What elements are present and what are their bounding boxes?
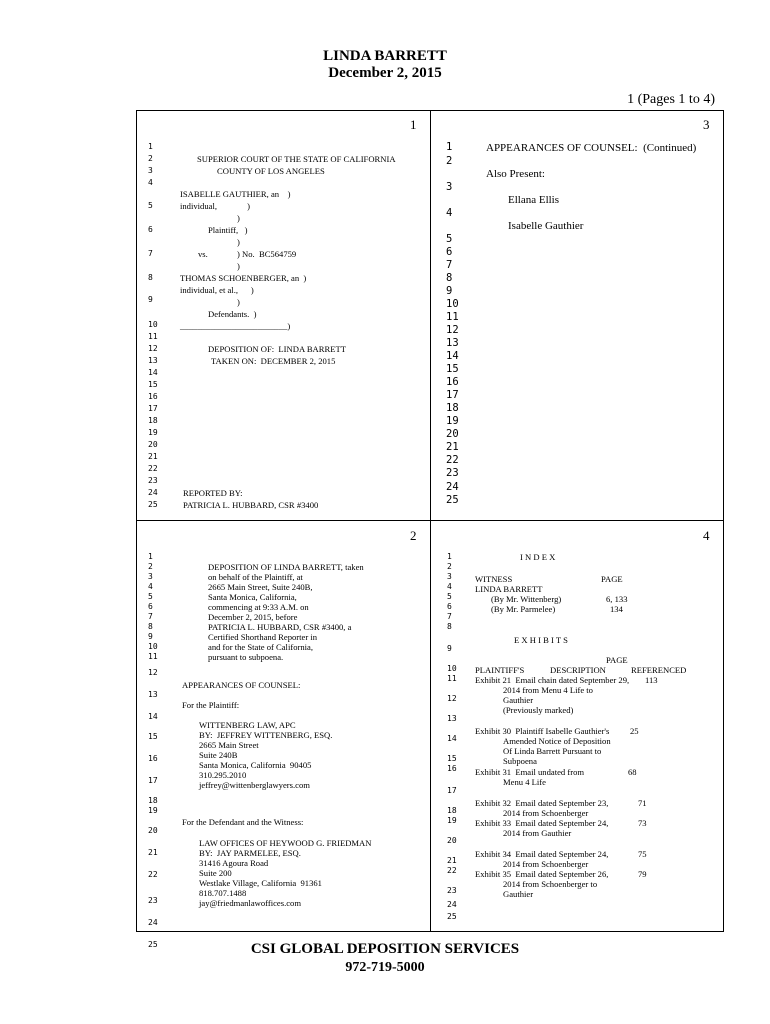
exhibit-line: Subpoena [503, 756, 537, 766]
caption-line: 2665 Main Street, Suite 240B, [208, 582, 313, 592]
witness-column: WITNESS [475, 574, 513, 584]
defendants-label: Defendants. ) [208, 309, 257, 319]
defendant-counsel-line: 818.707.1488 [199, 888, 247, 898]
plaintiff-counsel-line: BY: JEFFREY WITTENBERG, ESQ. [199, 730, 333, 740]
line-number: 19 [447, 816, 457, 825]
exhibits-page-label: PAGE [606, 655, 628, 665]
plaintiff-line-2: individual, ) [180, 201, 250, 211]
plaintiff-counsel-line: WITTENBERG LAW, APC [199, 720, 296, 730]
line-number: 21 [148, 452, 158, 461]
line-number: 1 [148, 142, 153, 151]
plaintiff-counsel-line: 310.295.2010 [199, 770, 247, 780]
line-number: 3 [446, 181, 453, 193]
line-number: 10 [446, 298, 459, 310]
line-number: 21 [446, 441, 459, 453]
caption-paren: ) [237, 213, 240, 223]
line-number: 4 [148, 582, 153, 591]
defendant-line-1: THOMAS SCHOENBERGER, an ) [180, 273, 307, 283]
court-county: COUNTY OF LOS ANGELES [217, 166, 325, 176]
line-number: 7 [148, 612, 153, 621]
line-number: 13 [446, 337, 459, 349]
line-number: 23 [148, 476, 158, 485]
line-number: 16 [446, 376, 459, 388]
plaintiff-counsel-line: Santa Monica, California 90405 [199, 760, 312, 770]
line-number: 4 [148, 178, 153, 187]
line-number: 19 [148, 806, 158, 815]
caption-line: Santa Monica, California, [208, 592, 297, 602]
line-number: 19 [446, 415, 459, 427]
line-number: 14 [447, 734, 457, 743]
caption-line: commencing at 9:33 A.M. on [208, 602, 309, 612]
examination-2-pages: 134 [610, 604, 623, 614]
exhibit-line: Exhibit 34 Email dated September 24, [475, 849, 609, 859]
court-name: SUPERIOR COURT OF THE STATE OF CALIFORNIA [197, 154, 396, 164]
line-number: 14 [148, 368, 158, 377]
line-number: 1 [148, 552, 153, 561]
witness-name-header: LINDA BARRETT [323, 48, 447, 64]
line-number: 15 [446, 363, 459, 375]
defendant-counsel-line: Suite 200 [199, 868, 232, 878]
reported-by: REPORTED BY: [183, 488, 243, 498]
line-number: 21 [447, 856, 457, 865]
caption-line: pursuant to subpoena. [208, 652, 284, 662]
exhibit-line: Exhibit 33 Email dated September 24, [475, 818, 609, 828]
examination-1: (By Mr. Wittenberg) [491, 594, 562, 604]
exhibit-line: Exhibit 31 Email undated from [475, 767, 585, 777]
line-number: 11 [447, 674, 457, 683]
page-column: PAGE [601, 574, 623, 584]
caption-line: Certified Shorthand Reporter in [208, 632, 318, 642]
exhibit-line: Amended Notice of Deposition [503, 736, 611, 746]
line-number: 7 [148, 249, 153, 258]
line-number: 15 [447, 754, 457, 763]
line-number: 19 [148, 428, 158, 437]
line-number: 5 [447, 592, 452, 601]
line-number: 22 [148, 464, 158, 473]
examination-1-pages: 6, 133 [606, 594, 628, 604]
line-number: 1 [447, 552, 452, 561]
for-plaintiff: For the Plaintiff: [182, 700, 240, 710]
line-number: 16 [447, 764, 457, 773]
exhibit-line: 2014 from Schoenberger [503, 808, 589, 818]
line-number: 2 [446, 155, 453, 167]
versus: vs. [198, 249, 208, 259]
page-number-1: 1 [410, 117, 417, 132]
appearances-continued: APPEARANCES OF COUNSEL: (Continued) [486, 142, 697, 154]
exhibit-line: 2014 from Gauthier [503, 828, 572, 838]
defendant-counsel-line: LAW OFFICES OF HEYWOOD G. FRIEDMAN [199, 838, 372, 848]
for-defendant: For the Defendant and the Witness: [182, 817, 304, 827]
line-number: 2 [447, 562, 452, 571]
caption-line: on behalf of the Plaintiff, at [208, 572, 303, 582]
line-number: 17 [148, 404, 158, 413]
line-number: 6 [446, 246, 453, 258]
line-number: 12 [446, 324, 459, 336]
exhibit-line: Of Linda Barrett Pursuant to [503, 746, 602, 756]
plaintiff-counsel-line: Suite 240B [199, 750, 238, 760]
line-number: 14 [148, 712, 158, 721]
defendant-counsel-line: Westlake Village, California 91361 [199, 878, 322, 888]
line-number: 8 [446, 272, 453, 284]
line-number: 15 [148, 380, 158, 389]
exhibit-page: 75 [638, 849, 647, 859]
case-number: ) No. BC564759 [237, 249, 297, 259]
line-number: 5 [446, 233, 453, 245]
line-number: 7 [446, 259, 453, 271]
line-number: 17 [446, 389, 459, 401]
line-number: 25 [447, 912, 457, 921]
col-plaintiffs: PLAINTIFF'S [475, 665, 525, 675]
exhibit-line: Exhibit 35 Email dated September 26, [475, 869, 609, 879]
line-number: 8 [148, 273, 153, 282]
line-number: 25 [446, 494, 459, 506]
line-number: 11 [148, 332, 158, 341]
exhibit-line: 2014 from Menu 4 Life to [503, 685, 593, 695]
line-number: 16 [148, 754, 158, 763]
line-number: 18 [148, 796, 158, 805]
appearances-heading: APPEARANCES OF COUNSEL: [182, 680, 301, 690]
line-number: 25 [148, 500, 158, 509]
line-number: 12 [148, 344, 158, 353]
horizontal-divider [136, 520, 724, 521]
plaintiff-counsel-line: 2665 Main Street [199, 740, 259, 750]
page-number-2: 2 [410, 528, 417, 543]
line-number: 18 [446, 402, 459, 414]
line-number: 24 [148, 918, 158, 927]
caption-line: December 2, 2015, before [208, 612, 298, 622]
line-number: 13 [148, 690, 158, 699]
line-number: 10 [148, 642, 158, 651]
line-number: 5 [148, 201, 153, 210]
line-number: 24 [446, 481, 459, 493]
page-range: 1 (Pages 1 to 4) [627, 92, 715, 107]
line-number: 21 [148, 848, 158, 857]
plaintiff-line-1: ISABELLE GAUTHIER, an ) [180, 189, 291, 199]
exhibit-page: 113 [645, 675, 658, 685]
line-number: 14 [446, 350, 459, 362]
line-number: 9 [148, 295, 153, 304]
line-number: 6 [447, 602, 452, 611]
line-number: 20 [447, 836, 457, 845]
line-number: 15 [148, 732, 158, 741]
caption-paren: ) [237, 237, 240, 247]
witness-name: LINDA BARRETT [475, 584, 543, 594]
caption-line: DEPOSITION OF LINDA BARRETT, taken [208, 562, 364, 572]
plaintiff-counsel-line: jeffrey@wittenberglawyers.com [199, 780, 310, 790]
exhibit-line: 2014 from Schoenberger [503, 859, 589, 869]
exhibit-line: Gauthier [503, 695, 534, 705]
exhibit-line: 2014 from Schoenberger to [503, 879, 598, 889]
line-number: 20 [148, 440, 158, 449]
exhibit-line: (Previously marked) [503, 705, 574, 715]
line-number: 8 [148, 622, 153, 631]
exhibit-line: Exhibit 21 Email chain dated September 29, [475, 675, 630, 685]
defendant-counsel-line: BY: JAY PARMELEE, ESQ. [199, 848, 301, 858]
line-number: 3 [447, 572, 452, 581]
vertical-divider [430, 110, 431, 932]
line-number: 6 [148, 225, 153, 234]
deposition-date-header: December 2, 2015 [328, 65, 442, 81]
line-number: 6 [148, 602, 153, 611]
page-number-3: 3 [703, 117, 710, 132]
caption-rule: _________________________) [180, 321, 291, 331]
page-number-4: 4 [703, 528, 710, 543]
exhibit-page: 68 [628, 767, 637, 777]
line-number: 4 [447, 582, 452, 591]
line-number: 4 [446, 207, 453, 219]
defendant-counsel-line: jay@friedmanlawoffices.com [199, 898, 302, 908]
line-number: 17 [447, 786, 457, 795]
col-description: DESCRIPTION [550, 665, 606, 675]
line-number: 24 [148, 488, 158, 497]
line-number: 13 [148, 356, 158, 365]
exhibit-line: Gauthier [503, 889, 534, 899]
line-number: 12 [447, 694, 457, 703]
line-number: 20 [148, 826, 158, 835]
plaintiff-label: Plaintiff, ) [208, 225, 248, 235]
line-number: 17 [148, 776, 158, 785]
line-number: 23 [446, 467, 459, 479]
exhibit-page: 25 [630, 726, 639, 736]
line-number: 23 [148, 896, 158, 905]
line-number: 25 [148, 940, 158, 949]
line-number: 24 [447, 900, 457, 909]
line-number: 10 [148, 320, 158, 329]
exhibit-line: Exhibit 32 Email dated September 23, [475, 798, 609, 808]
line-number: 18 [148, 416, 158, 425]
also-present: Also Present: [486, 168, 545, 180]
line-number: 10 [447, 664, 457, 673]
caption-paren: ) [237, 297, 240, 307]
line-number: 5 [148, 592, 153, 601]
deposition-of: DEPOSITION OF: LINDA BARRETT [208, 344, 346, 354]
line-number: 18 [447, 806, 457, 815]
line-number: 9 [148, 632, 153, 641]
index-heading: I N D E X [520, 552, 556, 562]
examination-2: (By Mr. Parmelee) [491, 604, 556, 614]
line-number: 1 [446, 141, 453, 153]
exhibit-page: 79 [638, 869, 647, 879]
present-person-1: Ellana Ellis [508, 194, 560, 206]
exhibits-heading: E X H I B I T S [514, 635, 568, 645]
defendant-counsel-line: 31416 Agoura Road [199, 858, 269, 868]
line-number: 2 [148, 154, 153, 163]
line-number: 3 [148, 572, 153, 581]
line-number: 13 [447, 714, 457, 723]
exhibit-page: 71 [638, 798, 647, 808]
line-number: 2 [148, 562, 153, 571]
line-number: 16 [148, 392, 158, 401]
line-number: 12 [148, 668, 158, 677]
line-number: 22 [148, 870, 158, 879]
caption-line: and for the State of California, [208, 642, 314, 652]
exhibit-line: Menu 4 Life [503, 777, 546, 787]
reporter-name: PATRICIA L. HUBBARD, CSR #3400 [183, 500, 319, 510]
exhibit-line: Exhibit 30 Plaintiff Isabelle Gauthier's [475, 726, 610, 736]
line-number: 23 [447, 886, 457, 895]
col-referenced: REFERENCED [631, 665, 687, 675]
line-number: 22 [446, 454, 459, 466]
line-number: 7 [447, 612, 452, 621]
line-number: 9 [447, 644, 452, 653]
defendant-line-2: individual, et al., ) [180, 285, 254, 295]
line-number: 22 [447, 866, 457, 875]
taken-on: TAKEN ON: DECEMBER 2, 2015 [211, 356, 336, 366]
present-person-2: Isabelle Gauthier [508, 220, 584, 232]
exhibit-page: 73 [638, 818, 647, 828]
caption-paren: ) [237, 261, 240, 271]
line-number: 3 [148, 166, 153, 175]
footer-phone: 972-719-5000 [345, 960, 425, 975]
line-number: 11 [446, 311, 459, 323]
line-number: 20 [446, 428, 459, 440]
line-number: 9 [446, 285, 453, 297]
caption-line: PATRICIA L. HUBBARD, CSR #3400, a [208, 622, 352, 632]
footer-company: CSI GLOBAL DEPOSITION SERVICES [250, 941, 520, 957]
line-number: 8 [447, 622, 452, 631]
line-number: 11 [148, 652, 158, 661]
